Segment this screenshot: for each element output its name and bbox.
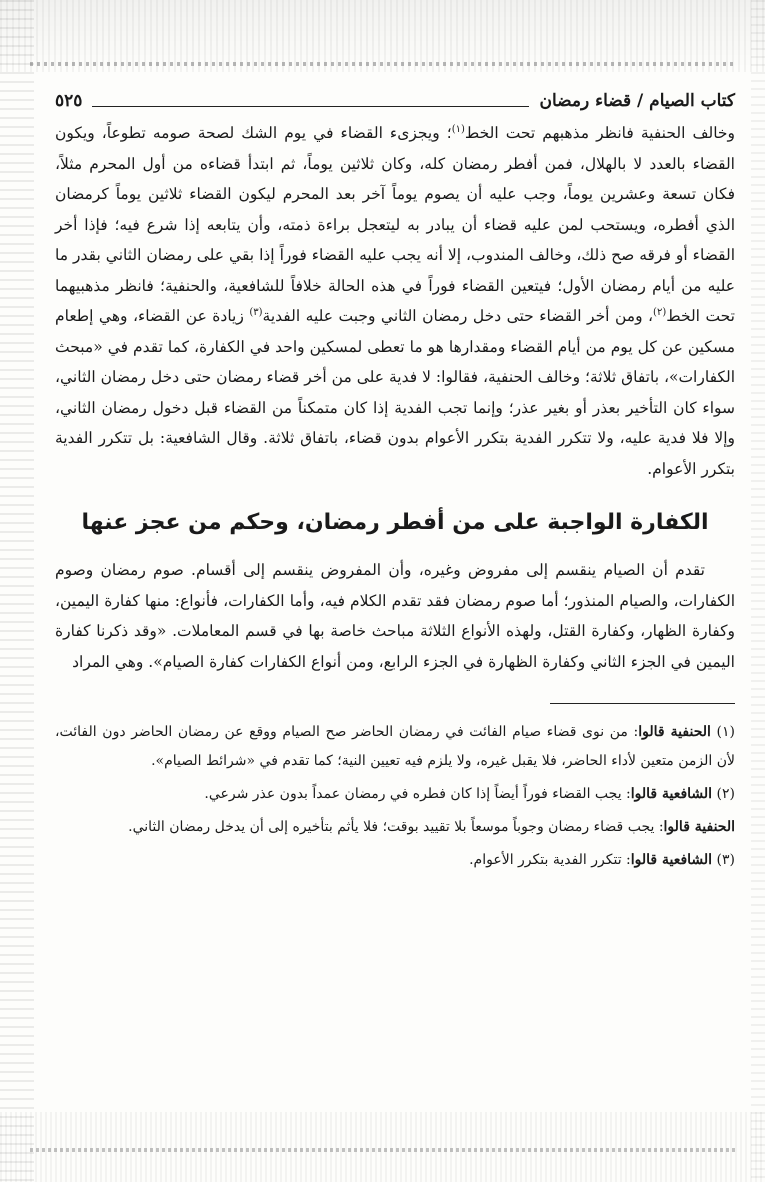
footnote-2b-school: الحنفية قالوا [663, 819, 735, 835]
book-page [55, 84, 735, 879]
footnote-2-shafii [55, 780, 735, 809]
running-header-title: كتاب الصيام / قضاء رمضان [539, 91, 735, 111]
footnote-ref-3[interactable]: (٣) [249, 306, 263, 318]
footnote-3-number: (٣) [716, 852, 735, 868]
footnote-3-school: الشافعية قالوا [630, 852, 713, 868]
paragraph-1-part-2: ؛ ويجزىء القضاء في يوم الشك لصحة صومه تطوعاً، ويكون القضاء بالعدد لا بالهلال، فمن أفطر رمضان كله، وكان ثلاثين يوماً، ثم ابتدأ قضاءه من أول المحرم مثلاً، فكان تسعة وعشرين يوماً، وجب عليه أن يصوم يوماً آخر بعد المحرم ليكون القضاء ثلاثين يوماً كرمضان الذي أفطره، ويستحب لمن عليه قضاء أن يبادر به ليتعجل براءة ذمته، وأن يتابعه إذا شرع فيه؛ فإذا أخر القضاء أو فرقه صح ذلك، وخالف المندوب، إلا أنه يجب عليه القضاء فوراً إذا بقي على رمضان الثاني بقدر ما عليه من أيام رمضان الأول؛ فيتعين القضاء فوراً في هذه الحالة خلافاً للشافعية، والحنفية؛ فانظر مذهبيهما تحت الخط [55, 124, 736, 325]
footnote-ref-1[interactable]: (١) [451, 123, 465, 135]
scan-noise-top-line [30, 62, 735, 66]
scan-noise-left [0, 0, 34, 1182]
footnote-1-number: (١) [716, 724, 736, 740]
header-rule [92, 106, 529, 107]
paragraph-1-part-1: وخالف الحنفية فانظر مذهبهم تحت الخط [464, 124, 736, 142]
footnote-ref-2[interactable]: (٢) [653, 306, 667, 318]
paragraph-1-part-3: ، ومن أخر القضاء حتى دخل رمضان الثاني وجبت عليه الفدية [262, 307, 654, 325]
paragraph-1-part-4: زيادة عن القضاء، وهي إطعام مسكين عن كل يوم من أيام القضاء ومقدارها هو ما تعطى لمسكين واحد في الكفارة، كما تقدم في «مبحث الكفارات»، باتفاق ثلاثة؛ وخالف الحنفية، فقالوا: لا فدية على من أخر قضاء رمضان حتى دخل رمضان الثاني، سواء كان التأخير بعذر أو بغير عذر؛ وإنما تجب الفدية إذا كان متمكناً من القضاء قبل دخول رمضان الثاني، وإلا فلا فدية عليه، ولا تتكرر الفدية بتكرر الأعوام بدون قضاء، باتفاق ثلاثة. وقال الشافعية: بل تتكرر الفدية بتكرر الأعوام. [55, 307, 735, 478]
page-number: ٥٢٥ [55, 91, 83, 111]
footnote-1-text: : من نوى قضاء صيام الفائت في رمضان الحاضر صح الصيام ووقع عن رمضان الحاضر دون الفائت، لأن الزمن متعين لأداء الحاضر، فلا يقبل غيره، ولا يلزم فيه تعيين النية؛ كما تقدم في «شرائط الصيام». [55, 724, 735, 769]
footnote-2-number: (٢) [716, 786, 735, 802]
footnote-2-text: : يجب القضاء فوراً أيضاً إذا كان فطره في رمضان عمداً بدون عذر شرعي. [204, 786, 631, 802]
footnote-1-school: الحنفية قالوا [638, 724, 711, 740]
footnote-2-school: الشافعية قالوا [630, 786, 713, 802]
footnote-3 [55, 846, 735, 875]
body-paragraph-1 [55, 118, 735, 484]
footnote-2-hanafi [55, 813, 735, 842]
footnote-3-text: : تتكرر الفدية بتكرر الأعوام. [469, 852, 631, 868]
scan-noise-bottom-line [30, 1148, 735, 1152]
footnote-2b-text: : يجب قضاء رمضان وجوباً موسعاً بلا تقييد بوقت؛ فلا يأثم بتأخيره إلى أن يدخل رمضان الثاني. [128, 819, 664, 835]
footnote-separator [550, 703, 735, 704]
scan-noise-right [751, 0, 765, 1182]
scan-noise-bottom [0, 1112, 765, 1182]
section-heading: الكفارة الواجبة على من أفطر رمضان، وحكم من عجز عنها [81, 510, 709, 535]
running-header [55, 84, 735, 118]
footnote-1 [55, 718, 735, 776]
body-paragraph-2: تقدم أن الصيام ينقسم إلى مفروض وغيره، وأن المفروض ينقسم إلى أقسام. صوم رمضان وصوم الكفارات، والصيام المنذور؛ أما صوم رمضان فقد تقدم الكلام فيه، وأما الكفارات، فأنواع: منها كفارة اليمين، وكفارة الظهار، وكفارة القتل، ولهذه الأنواع الثلاثة مباحث خاصة بها في قسم المعاملات. «وقد ذكرنا كفارة اليمين في الجزء الثاني وكفارة الظهارة في الجزء الرابع، ومن أنواع الكفارات كفارة الصيام». وهي المراد [55, 561, 735, 671]
